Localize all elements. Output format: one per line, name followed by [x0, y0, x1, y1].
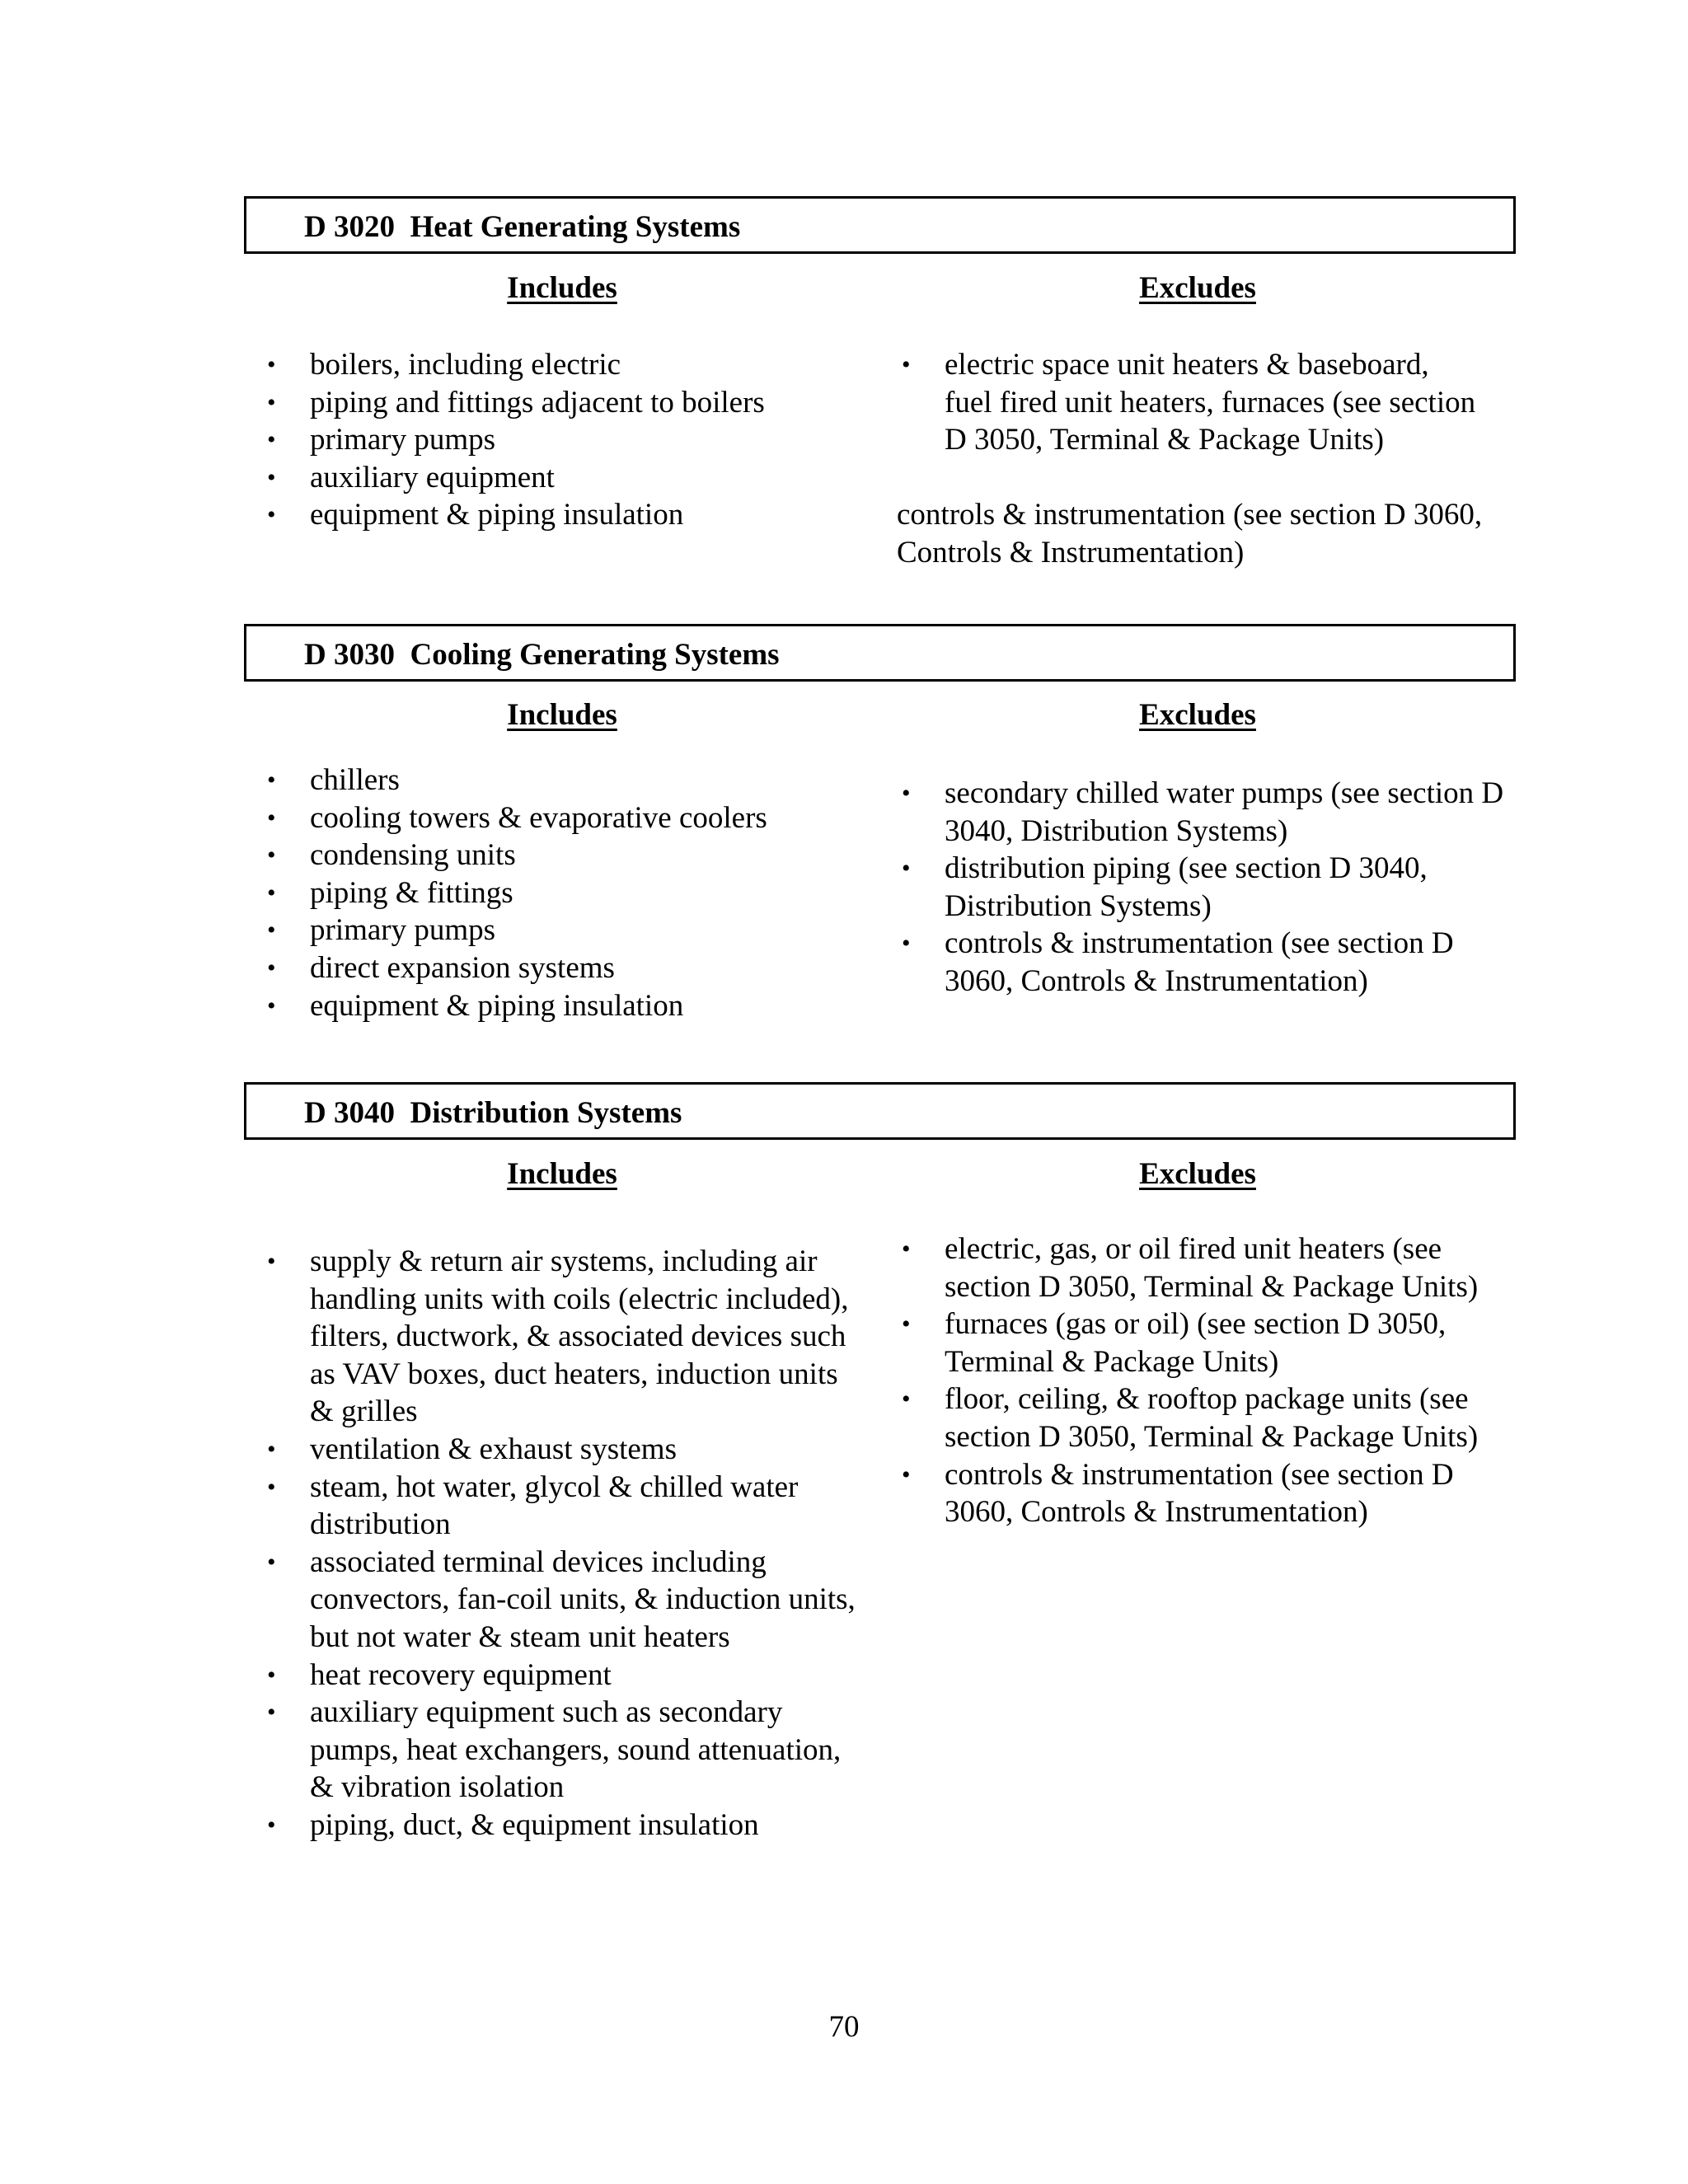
list-item: • boilers, including electric	[310, 346, 870, 384]
bullet-icon: •	[267, 991, 276, 1019]
list-item: • primary pumps	[310, 912, 870, 949]
bullet-icon: •	[267, 1699, 276, 1727]
excludes-heading-d3030: Excludes	[1139, 698, 1256, 732]
list-item: • cooling towers & evaporative coolers	[310, 799, 870, 837]
excludes-heading-d3020: Excludes	[1139, 271, 1256, 305]
list-item: • piping & fittings	[310, 874, 870, 912]
excludes-list-d3040	[902, 1230, 1505, 1531]
bullet-icon: •	[267, 804, 276, 832]
bullet-icon: •	[267, 351, 276, 378]
bullet-icon: •	[267, 501, 276, 529]
list-item: • auxiliary equipment such as secondary pumps, heat exchangers, sound attenuation, & vibration isolation	[267, 1695, 842, 1805]
bullet-icon: •	[902, 351, 911, 378]
section-header-box-d3040	[244, 1082, 1516, 1140]
excludes-note-d3020: controls & instrumentation (see section D 3060, Controls & Instrumentation)	[897, 498, 1483, 569]
bullet-icon: •	[267, 1248, 276, 1275]
excludes-heading-d3040: Excludes	[1139, 1157, 1256, 1191]
list-item: • controls & instrumentation (see section D 3060, Controls & Instrumentation)	[902, 926, 1454, 998]
includes-heading-d3040: Includes	[507, 1157, 617, 1191]
section-title-d3040: D 3040 Distribution Systems	[304, 1096, 682, 1130]
bullet-icon: •	[267, 463, 276, 491]
bullet-icon: •	[902, 780, 911, 807]
list-item: • supply & return air systems, including air handling units with coils (electric included), filters, ductwork, & associated devices such as VAV boxes, duct heaters, induction units & grilles	[267, 1244, 849, 1429]
list-item: • condensing units	[310, 837, 870, 874]
list-item: • ventilation & exhaust systems	[310, 1431, 862, 1469]
list-item: • piping, duct, & equipment insulation	[310, 1807, 862, 1844]
list-item: • electric, gas, or oil fired unit heaters (see section D 3050, Terminal & Package Units)	[902, 1232, 1479, 1304]
list-item: • equipment & piping insulation	[310, 987, 870, 1025]
list-item: • chillers	[310, 762, 870, 799]
bullet-icon: •	[267, 1661, 276, 1689]
includes-list-d3020	[267, 346, 870, 534]
list-item: • electric space unit heaters & baseboard, fuel fired unit heaters, furnaces (see section D 3050, Terminal & Package Units)	[902, 348, 1476, 457]
bullet-icon: •	[902, 855, 911, 883]
includes-list-d3040	[267, 1243, 862, 1844]
bullet-icon: •	[267, 1811, 276, 1839]
bullet-icon: •	[267, 841, 276, 869]
list-item: • furnaces (gas or oil) (see section D 3050, Terminal & Package Units)	[902, 1307, 1447, 1379]
includes-heading-d3030: Includes	[507, 698, 617, 732]
page-number: 70	[828, 2010, 860, 2044]
section-header-box-d3030	[244, 624, 1516, 682]
excludes-list-d3020	[902, 346, 1480, 459]
list-item: • controls & instrumentation (see section D 3060, Controls & Instrumentation)	[902, 1457, 1454, 1530]
bullet-icon: •	[902, 930, 911, 958]
list-item: • direct expansion systems	[310, 949, 870, 987]
section-title-d3030: D 3030 Cooling Generating Systems	[304, 638, 780, 672]
list-item: • piping and fittings adjacent to boilers	[310, 384, 870, 422]
list-item: • steam, hot water, glycol & chilled water distribution	[267, 1469, 799, 1542]
section-title-d3020: D 3020 Heat Generating Systems	[304, 210, 741, 244]
list-item: • primary pumps	[310, 421, 870, 459]
bullet-icon: •	[267, 388, 276, 416]
list-item: • equipment & piping insulation	[310, 496, 870, 534]
bullet-icon: •	[267, 426, 276, 454]
bullet-icon: •	[267, 1548, 276, 1576]
list-item: • distribution piping (see section D 3040, Distribution Systems)	[902, 851, 1428, 923]
bullet-icon: •	[902, 1460, 911, 1488]
list-item: • heat recovery equipment	[310, 1657, 862, 1694]
bullet-icon: •	[267, 1473, 276, 1501]
includes-heading-d3020: Includes	[507, 271, 617, 305]
bullet-icon: •	[267, 766, 276, 794]
bullet-icon: •	[267, 879, 276, 907]
list-item: • auxiliary equipment	[310, 459, 870, 497]
includes-list-d3030	[267, 762, 870, 1024]
list-item: • floor, ceiling, & rooftop package units (see section D 3050, Terminal & Package Units)	[902, 1382, 1479, 1454]
bullet-icon: •	[267, 1435, 276, 1463]
bullet-icon: •	[902, 1310, 911, 1338]
list-item: • associated terminal devices including convectors, fan-coil units, & induction units, but not water & steam unit heaters	[267, 1544, 856, 1654]
bullet-icon: •	[267, 916, 276, 944]
bullet-icon: •	[902, 1385, 911, 1413]
list-item: • secondary chilled water pumps (see section D 3040, Distribution Systems)	[902, 776, 1504, 848]
section-header-box-d3020	[244, 196, 1516, 254]
bullet-icon: •	[902, 1235, 911, 1263]
bullet-icon: •	[267, 954, 276, 982]
excludes-list-d3030	[902, 775, 1505, 1001]
